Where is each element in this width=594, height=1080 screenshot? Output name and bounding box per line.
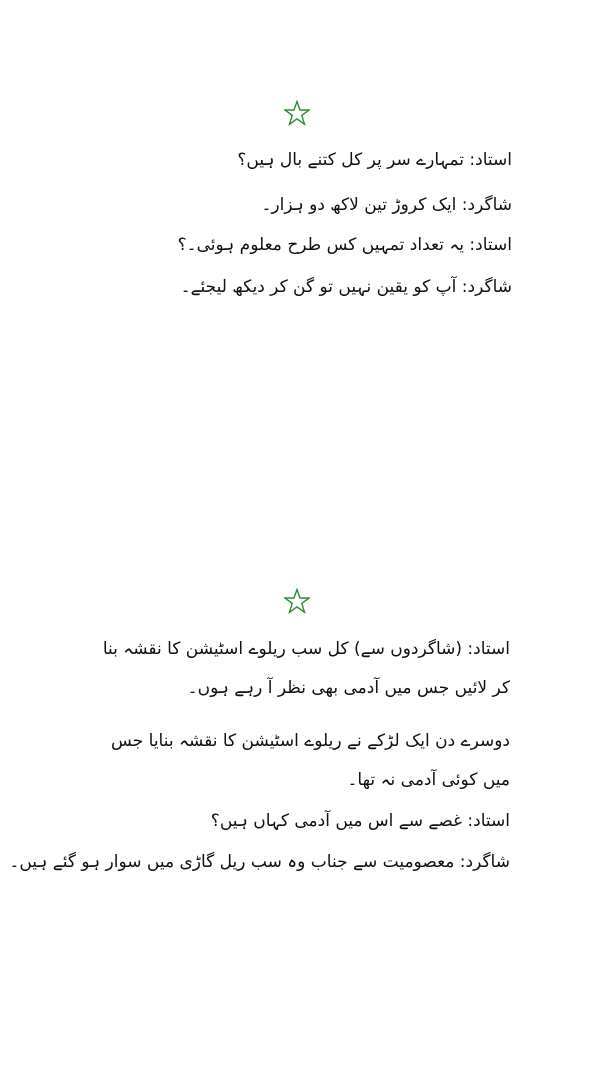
joke-1-line: استاد: یہ تعداد تمہیں کس طرح معلوم ہوئی۔؟ [177,235,512,255]
star-icon [284,100,310,126]
joke-2-line: استاد: غصے سے اس میں آدمی کہاں ہیں؟ [210,811,510,831]
joke-1-line: شاگرد: ایک کروڑ تین لاکھ دو ہزار۔ [261,195,512,215]
joke-1-line: استاد: تمہارے سر پر کل کتنے بال ہیں؟ [237,150,512,170]
joke-1-line: شاگرد: آپ کو یقین نہیں تو گن کر دیکھ لیجئے۔ [180,277,512,297]
star-icon [284,588,310,614]
joke-2-line: شاگرد: معصومیت سے جناب وہ سب ریل گاڑی میں سوار ہو گئے ہیں۔ [9,852,510,872]
joke-2-paragraph: دوسرے دن ایک لڑکے نے ریلوے اسٹیشن کا نقشہ بنایا جس میں کوئی آدمی نہ تھا۔ [111,731,510,790]
joke-2-paragraph: استاد: (شاگردوں سے) کل سب ریلوے اسٹیشن کا نقشہ بنا کر لائیں جس میں آدمی بھی نظر آ رہے ہوں۔ [102,639,510,698]
